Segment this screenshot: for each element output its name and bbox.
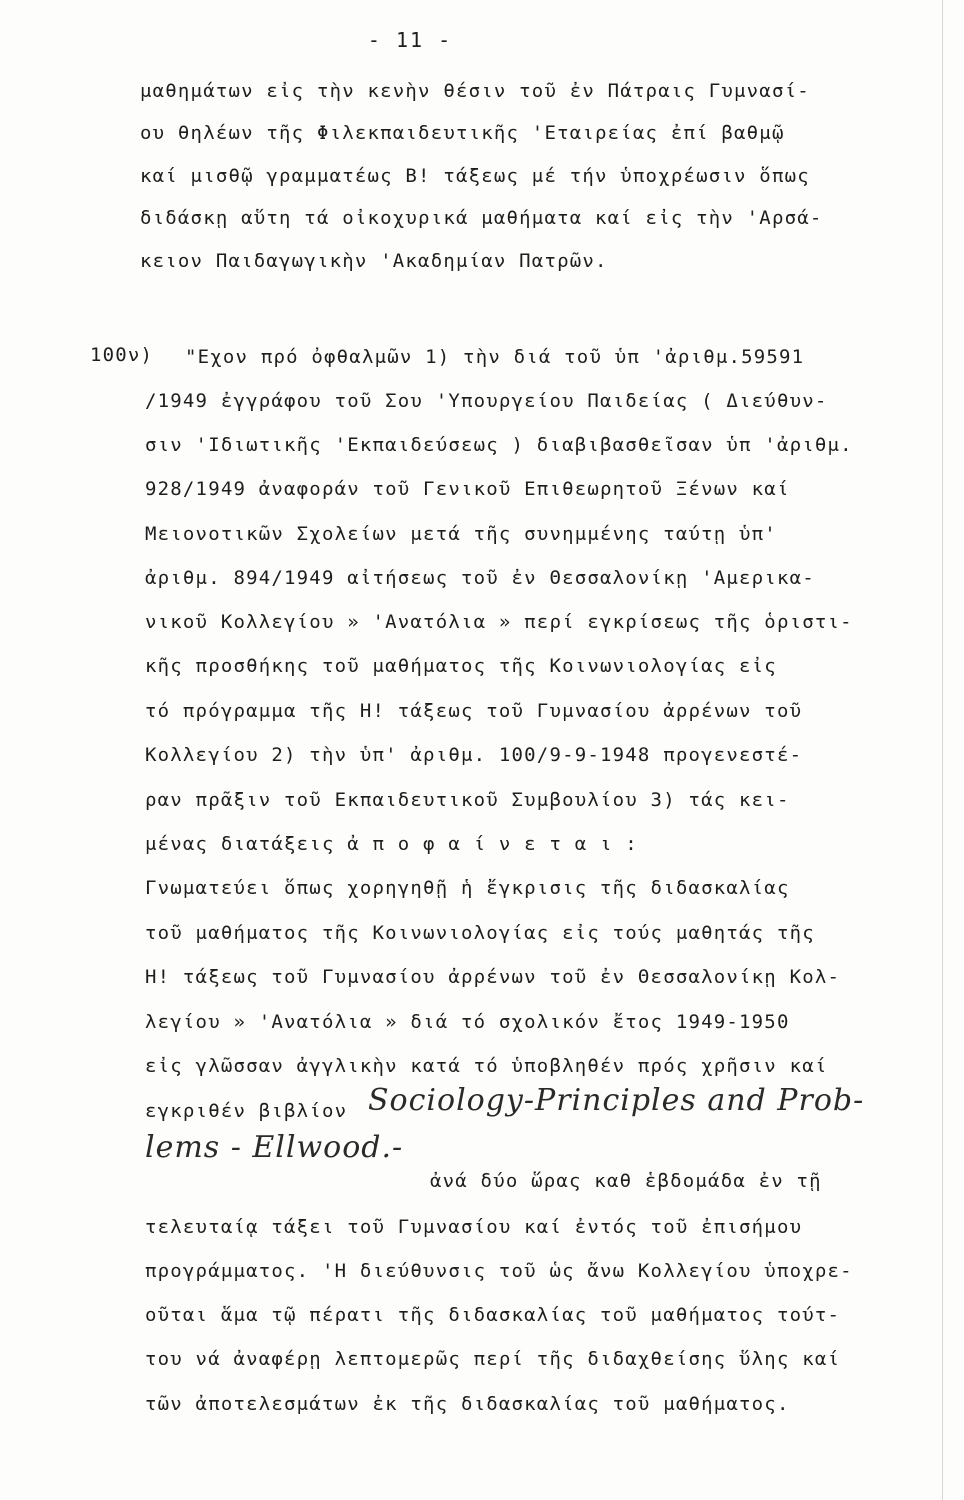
text-line: καί μισθῷ γραμματέως Β! τάξεως μέ τήν ὑποχρέωσιν ὅπως xyxy=(140,165,810,187)
text-line: ἀνά δύο ὥρας καθ ἑβδομάδα ἐν τῇ xyxy=(430,1170,822,1192)
text-line: Κολλεγίου 2) τὴν ὑπ' ἀριθμ. 100/9-9-1948 προγενεστέ- xyxy=(145,744,803,766)
text-line: τελευταίᾳ τάξει τοῦ Γυμνασίου καί ἐντός τοῦ ἐπισήμου xyxy=(145,1216,803,1238)
text-line: Γνωματεύει ὅπως χορηγηθῇ ἡ ἔγκρισις τῆς διδασκαλίας xyxy=(145,877,790,899)
text-line: σιν 'Ιδιωτικῆς 'Εκπαιδεύσεως ) διαβιβασθεῖσαν ὑπ 'ἀριθμ. xyxy=(145,434,853,456)
text-line: λεγίου » 'Ανατόλια » διά τό σχολικόν ἔτος 1949-1950 xyxy=(145,1011,790,1033)
paragraph-number: 100ν) xyxy=(90,344,154,366)
text-line: /1949 ἐγγράφου τοῦ Σου 'Υπουργείου Παιδείας ( Διεύθυν- xyxy=(145,390,828,412)
text-line: οῦται ἅμα τῷ πέρατι τῆς διδασκαλίας τοῦ μαθήματος τούτ- xyxy=(145,1304,841,1326)
text-line: 928/1949 ἀναφοράν τοῦ Γενικοῦ Επιθεωρητοῦ Ξένων καί xyxy=(145,478,790,500)
page-edge-line xyxy=(942,0,943,1500)
text-line: Η! τάξεως τοῦ Γυμνασίου ἀρρένων τοῦ ἐν Θεσσαλονίκῃ Κολ- xyxy=(145,966,841,988)
text-line: μένας διατάξεις ἀ π ο φ α ί ν ε τ α ι : xyxy=(145,833,638,855)
text-line: εἰς γλῶσσαν ἀγγλικὴν κατά τό ὑποβληθέν πρός χρῆσιν καί xyxy=(145,1055,828,1077)
text-line: ραν πρᾶξιν τοῦ Εκπαιδευτικοῦ Συμβουλίου 3) τάς κει- xyxy=(145,789,790,811)
handwritten-book-author: lems - Ellwood.- xyxy=(145,1130,404,1165)
text-line: κειον Παιδαγωγικὴν 'Ακαδημίαν Πατρῶν. xyxy=(140,250,608,272)
text-line: μαθημάτων εἰς τὴν κενὴν θέσιν τοῦ ἐν Πάτραις Γυμνασί- xyxy=(140,80,810,102)
text-line: προγράμματος. 'Η διεύθυνσις τοῦ ὡς ἄνω Κολλεγίου ὑποχρε- xyxy=(145,1260,853,1282)
page-number: - 11 - xyxy=(367,28,453,52)
text-line: "Εχον πρό ὀφθαλμῶν 1) τὴν διά τοῦ ὑπ 'ἀριθμ.59591 xyxy=(185,346,805,368)
text-line: του νά ἀναφέρῃ λεπτομερῶς περί τῆς διδαχθείσης ὕλης καί xyxy=(145,1348,841,1370)
text-line: ου θηλέων τῆς Φιλεκπαιδευτικῆς 'Εταιρείας ἐπί βαθμῷ xyxy=(140,122,785,144)
text-line: ἀριθμ. 894/1949 αἰτήσεως τοῦ ἐν Θεσσαλονίκῃ 'Αμερικα- xyxy=(145,567,815,589)
text-line: τό πρόγραμμα τῆς Η! τάξεως τοῦ Γυμνασίου ἀρρένων τοῦ xyxy=(145,700,803,722)
text-line: εγκριθέν βιβλίον xyxy=(145,1100,348,1122)
text-line: Μειονοτικῶν Σχολείων μετά τῆς συνημμένης ταύτῃ ὑπ' xyxy=(145,523,777,545)
text-line: τοῦ μαθήματος τῆς Κοινωνιολογίας εἰς τούς μαθητάς τῆς xyxy=(145,922,815,944)
text-line: κῆς προσθήκης τοῦ μαθήματος τῆς Κοινωνιολογίας εἰς xyxy=(145,655,777,677)
text-line: διδάσκῃ αὕτη τά οἰκοχυρικά μαθήματα καί εἰς τὴν 'Αρσά- xyxy=(140,207,823,229)
handwritten-book-title: Sociology-Principles and Prob- xyxy=(368,1083,865,1118)
text-line: νικοῦ Κολλεγίου » 'Ανατόλια » περί εγκρίσεως τῆς ὁριστι- xyxy=(145,611,853,633)
text-line: τῶν ἀποτελεσμάτων ἐκ τῆς διδασκαλίας τοῦ μαθήματος. xyxy=(145,1393,790,1415)
